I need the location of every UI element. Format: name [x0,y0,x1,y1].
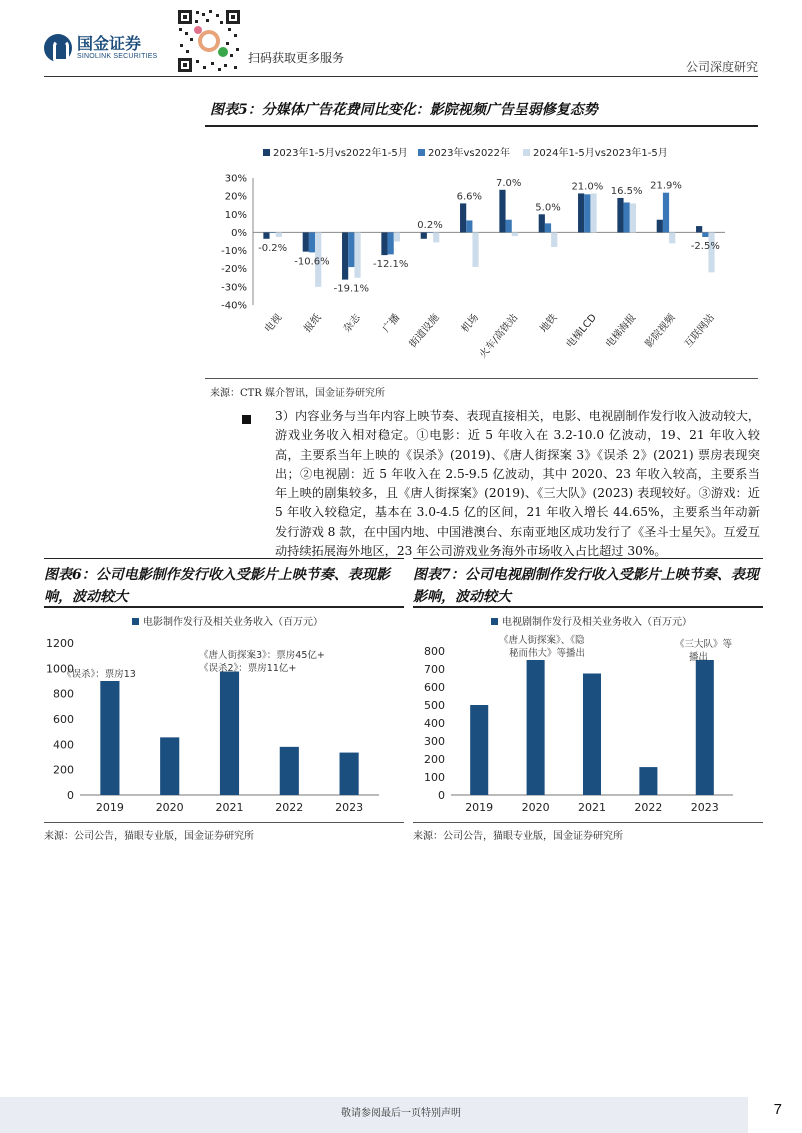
bar [100,681,119,795]
y-tick-label: -40% [221,300,247,312]
y-tick-label: 0% [231,227,247,239]
y-tick-label: 1200 [46,637,74,650]
figure7-chart [413,610,763,815]
bar [354,232,360,277]
category-label: 电梯海报 [604,312,639,351]
data-label: -10.6% [294,256,330,268]
figure5-bottom-rule [205,378,758,379]
bar [663,193,669,233]
category-label: 广播 [381,312,403,335]
x-tick-label: 2022 [634,801,663,814]
legend-label: 2024年1-5月vs2023年1-5月 [533,148,668,159]
bar [388,232,394,254]
category-label: 报纸 [302,312,324,335]
bar [466,220,472,232]
bar [624,202,630,232]
data-label: 16.5% [610,185,643,197]
bar [578,193,584,232]
y-tick-label: -10% [221,246,247,258]
x-tick-label: 2019 [95,801,124,814]
bar [280,747,299,795]
legend-swatch [263,149,270,156]
data-label: 7.0% [495,177,522,189]
figure5-top-rule [205,125,758,127]
figure7-source: 来源：公司公告，猫眼专业版，国金证券研究所 [413,831,623,842]
legend-swatch [523,149,530,156]
bar [669,232,675,243]
bar [506,220,512,233]
figure7-title: 图表7：公司电视剧制作发行收入受影片上映节奏、表现影响，波动较大 [413,567,759,605]
bar [639,767,657,795]
category-label: 杂志 [341,312,363,335]
annotation: 《误杀》：票房13 [62,669,136,680]
bar [630,203,636,232]
data-label: 21.0% [571,181,604,193]
bar [657,220,663,233]
y-tick-label: 100 [424,771,445,784]
bar [160,737,179,795]
bar [303,232,309,251]
bar [340,753,359,795]
scan-qr-text: 扫码获取更多服务 [248,51,345,65]
x-tick-label: 2020 [521,801,550,814]
y-tick-label: 500 [424,699,445,712]
category-label: 火车/高铁站 [477,312,521,361]
y-tick-label: 200 [424,753,445,766]
x-tick-label: 2019 [465,801,494,814]
y-tick-label: 10% [224,209,247,221]
legend-label: 电影制作发行及相关业务收入（百万元） [143,617,323,628]
figure6-bottom-rule [44,822,404,823]
bar [617,198,623,232]
legend-label: 2023年vs2022年 [428,148,511,159]
figure7-top-rule [413,558,763,559]
category-label: 电梯LCD [564,312,599,351]
data-label: 5.0% [535,202,561,214]
y-tick-label: 20% [224,191,247,203]
logo-name-en: SINOLINK SECURITIES [77,52,158,60]
annotation: 《唐人街探案》、《隐 [499,635,585,646]
y-tick-label: 700 [424,663,445,676]
bar [348,232,354,267]
y-tick-label: 1000 [46,662,74,676]
bar [512,232,518,236]
y-tick-label: 600 [53,713,74,726]
category-label: 地铁 [538,312,560,335]
y-tick-label: 200 [53,763,74,777]
figure5-title: 图表5：分媒体广告花费同比变化：影院视频广告呈弱修复态势 [210,102,598,118]
legend-swatch [491,618,498,625]
bar [421,232,427,238]
x-tick-label: 2023 [335,801,364,814]
figure5-chart [205,140,758,375]
figure7-title-rule [413,606,763,608]
y-tick-label: -20% [221,264,247,276]
company-logo [44,34,157,62]
x-tick-label: 2020 [155,801,184,814]
page-header [0,0,802,82]
data-label: -12.1% [372,259,409,271]
bar [499,190,505,233]
legend-swatch [418,149,425,156]
data-label: -2.5% [690,240,720,252]
figure6-chart [44,610,404,815]
bar [696,226,702,232]
bar [342,232,348,279]
annotation: 秘而伟大》等播出 [509,648,586,659]
footer-disclaimer: 敬请参阅最后一页特别声明 [341,1108,461,1119]
document-type: 公司深度研究 [685,60,758,74]
annotation: 《唐人街探案3》：票房45亿+ [199,650,325,661]
bar [470,705,488,795]
category-label: 机场 [459,312,481,335]
figure6-source: 来源：公司公告，猫眼专业版，国金证券研究所 [44,831,254,842]
bar [309,232,315,252]
bar [270,232,276,233]
figure6-title: 图表6：公司电影制作发行收入受影片上映节奏、表现影响，波动较大 [44,567,390,605]
logo-icon [44,34,72,62]
bullet-icon [242,415,251,424]
figure6-top-rule [44,558,404,559]
bar [708,232,714,272]
qr-code-icon[interactable] [176,8,242,74]
bar [583,674,601,796]
x-tick-label: 2021 [578,801,606,814]
bar [433,232,439,242]
data-label: 6.6% [456,191,483,203]
annotation: 播出 [689,652,709,663]
y-tick-label: 30% [224,173,247,185]
header-divider [44,76,758,77]
x-tick-label: 2022 [275,801,304,814]
y-tick-label: 400 [53,738,74,752]
bar [460,203,466,232]
bar [590,193,596,232]
annotation: 《三大队》等 [675,639,733,650]
bar [263,232,269,238]
y-tick-label: -30% [221,282,247,294]
bar [394,232,400,241]
annotation: 《误杀2》：票房11亿+ [199,663,297,674]
y-tick-label: 300 [424,735,445,748]
logo-name-cn: 国金证券 [77,33,142,53]
y-tick-label: 0 [438,789,445,802]
figure7-bottom-rule [413,822,763,823]
bar [702,232,708,237]
data-label: 21.9% [650,180,682,192]
bar [381,232,387,255]
category-label: 电视 [263,312,285,335]
body-paragraph: 3）内容业务与当年内容上映节奏、表现直接相关，电影、电视剧制作发行收入波动较大，游戏业务收入相对稳定。①电影：近 5 年收入在 3.2-10.0 亿波动，19、21 年收入较高，主要系当年上映的《误杀》(2019)、《唐人街探案 3》《误杀 2》(2021) 票房表现突出；②电视剧：近 5 年收入在 2.5-9.5 亿波动，其中 2020、23 年收入较高，主要系当年上映的剧集较多，且《唐人街探案》(2019)、《三大队》(2023) 表现较好。③游戏：近 5 年收入较稳定，基本在 3.0-4.5 亿的区间，21 年收入增长 44.65%，主要系当年动新发行游戏 8 款，在中国内地、中国港澳台、东南亚地区成功发行了《圣斗士星矢》。互爱互动持续拓展海外地区，23 年公司游戏业务海外市场收入占比超过 30%。 [275,409,760,559]
bar [584,194,590,232]
y-tick-label: 0 [67,789,74,802]
legend-label: 2023年1-5月vs2022年1-5月 [273,148,408,159]
bar [545,223,551,232]
x-tick-label: 2023 [690,801,719,814]
figure6-title-rule [44,606,404,608]
data-label: 0.2% [417,220,443,232]
bar [527,660,545,795]
bar [276,232,282,237]
figure5-source: 来源：CTR 媒介智讯，国金证券研究所 [210,388,386,399]
y-tick-label: 600 [424,681,445,694]
bar [539,214,545,232]
bar [551,232,557,247]
y-tick-label: 800 [53,687,74,701]
bar [696,660,714,795]
category-label: 互联网站 [682,312,717,351]
data-label: -0.2% [258,242,288,254]
bar [427,232,433,233]
bar [220,672,239,796]
category-label: 影院视频 [643,312,678,351]
legend-swatch [132,618,139,625]
page-number: 7 [773,1101,782,1118]
data-label: -19.1% [333,283,370,295]
bar [472,232,478,266]
legend-label: 电视剧制作发行及相关业务收入（百万元） [502,617,692,628]
y-tick-label: 400 [424,717,445,730]
x-tick-label: 2021 [215,801,244,814]
y-tick-label: 800 [424,645,445,658]
category-label: 街道设施 [407,312,442,351]
